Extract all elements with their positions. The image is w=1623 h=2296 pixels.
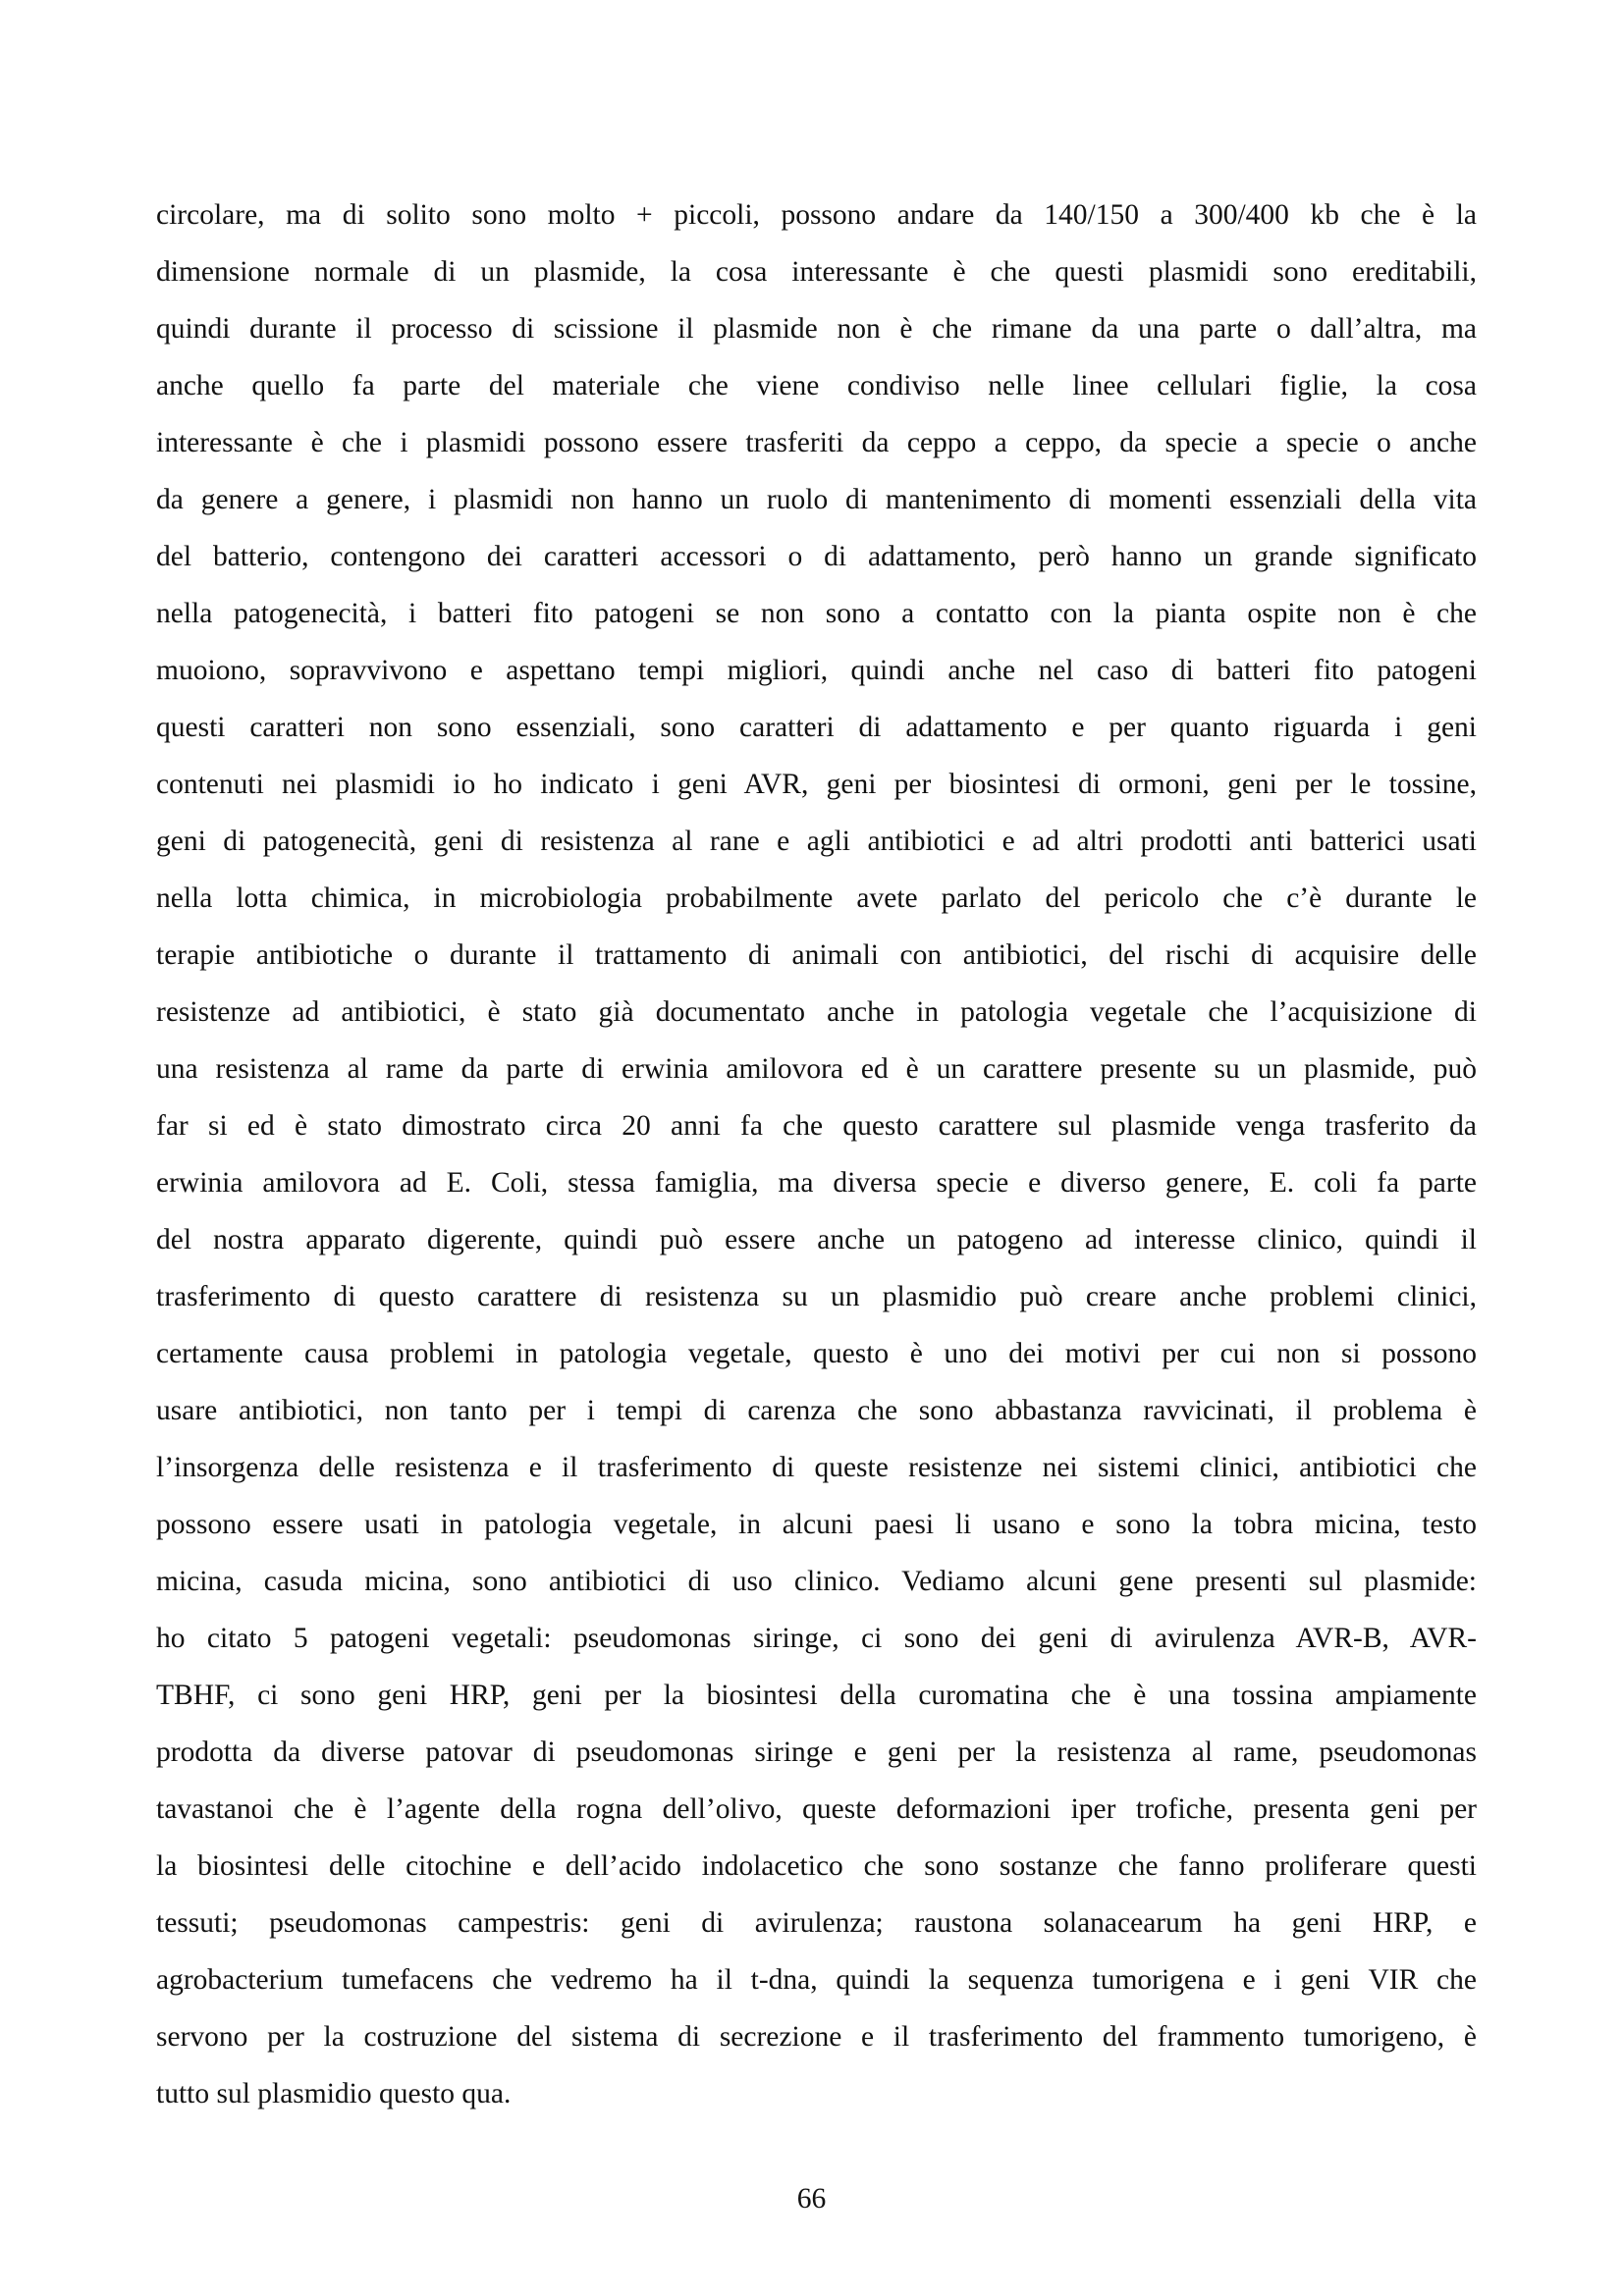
text-line-last: tutto sul plasmidio questo qua. bbox=[156, 2078, 512, 2109]
text-line: muoiono, sopravvivono e aspettano tempi migliori, quindi anche nel caso di batteri fito patogeni bbox=[156, 655, 1477, 686]
page-number: 66 bbox=[796, 2183, 827, 2215]
text-line: circolare, ma di solito sono molto + piccoli, possono andare da 140/150 a 300/400 kb che è la bbox=[156, 199, 1477, 231]
text-line: quindi durante il processo di scissione il plasmide non è che rimane da una parte o dall’altra, ma bbox=[156, 313, 1477, 345]
text-line: nella lotta chimica, in microbiologia probabilmente avete parlato del pericolo che c’è durante le bbox=[156, 882, 1477, 914]
text-line: trasferimento di questo carattere di resistenza su un plasmidio può creare anche problemi clinici, bbox=[156, 1281, 1477, 1312]
body-paragraph bbox=[156, 187, 1477, 2122]
text-line: ho citato 5 patogeni vegetali: pseudomonas siringe, ci sono dei geni di avirulenza AVR-B, AVR- bbox=[156, 1623, 1477, 1654]
text-line: del batterio, contengono dei caratteri accessori o di adattamento, però hanno un grande significato bbox=[156, 541, 1477, 572]
text-line: la biosintesi delle citochine e dell’acido indolacetico che sono sostanze che fanno proliferare questi bbox=[156, 1850, 1477, 1882]
text-line: prodotta da diverse patovar di pseudomonas siringe e geni per la resistenza al rame, pseudomonas bbox=[156, 1736, 1477, 1768]
text-line: possono essere usati in patologia vegetale, in alcuni paesi li usano e sono la tobra micina, testo bbox=[156, 1509, 1477, 1540]
text-line: TBHF, ci sono geni HRP, geni per la biosintesi della curomatina che è una tossina ampiamente bbox=[156, 1680, 1477, 1711]
text-line: da genere a genere, i plasmidi non hanno un ruolo di mantenimento di momenti essenziali della vita bbox=[156, 484, 1477, 515]
text-line: del nostra apparato digerente, quindi può essere anche un patogeno ad interesse clinico, quindi il bbox=[156, 1224, 1477, 1255]
text-line: agrobacterium tumefacens che vedremo ha il t-dna, quindi la sequenza tumorigena e i geni VIR che bbox=[156, 1964, 1477, 1996]
text-line: nella patogenecità, i batteri fito patogeni se non sono a contatto con la pianta ospite non è che bbox=[156, 598, 1477, 629]
text-line: usare antibiotici, non tanto per i tempi di carenza che sono abbastanza ravvicinati, il problema è bbox=[156, 1395, 1477, 1426]
text-line: anche quello fa parte del materiale che viene condiviso nelle linee cellulari figlie, la cosa bbox=[156, 370, 1477, 401]
text-line: servono per la costruzione del sistema di secrezione e il trasferimento del frammento tumorigeno, è bbox=[156, 2021, 1477, 2053]
text-line: certamente causa problemi in patologia vegetale, questo è uno dei motivi per cui non si possono bbox=[156, 1338, 1477, 1369]
text-line: interessante è che i plasmidi possono essere trasferiti da ceppo a ceppo, da specie a specie o anche bbox=[156, 427, 1477, 458]
text-line: contenuti nei plasmidi io ho indicato i geni AVR, geni per biosintesi di ormoni, geni per le tossine, bbox=[156, 769, 1477, 800]
text-line: terapie antibiotiche o durante il trattamento di animali con antibiotici, del rischi di acquisire delle bbox=[156, 939, 1477, 971]
text-line: resistenze ad antibiotici, è stato già documentato anche in patologia vegetale che l’acquisizione di bbox=[156, 996, 1477, 1028]
text-line: dimensione normale di un plasmide, la cosa interessante è che questi plasmidi sono ereditabili, bbox=[156, 256, 1477, 288]
text-line: micina, casuda micina, sono antibiotici di uso clinico. Vediamo alcuni gene presenti sul plasmide: bbox=[156, 1566, 1477, 1597]
text-line: una resistenza al rame da parte di erwinia amilovora ed è un carattere presente su un plasmide, può bbox=[156, 1053, 1477, 1085]
text-line: l’insorgenza delle resistenza e il trasferimento di queste resistenze nei sistemi clinici, antibiotici che bbox=[156, 1452, 1477, 1483]
text-line: tessuti; pseudomonas campestris: geni di avirulenza; raustona solanacearum ha geni HRP, e bbox=[156, 1907, 1477, 1939]
text-line: tavastanoi che è l’agente della rogna dell’olivo, queste deformazioni iper trofiche, presenta geni per bbox=[156, 1793, 1477, 1825]
text-line: far si ed è stato dimostrato circa 20 anni fa che questo carattere sul plasmide venga trasferito da bbox=[156, 1110, 1477, 1142]
text-line: questi caratteri non sono essenziali, sono caratteri di adattamento e per quanto riguarda i geni bbox=[156, 712, 1477, 743]
text-line: geni di patogenecità, geni di resistenza al rane e agli antibiotici e ad altri prodotti anti batterici usati bbox=[156, 826, 1477, 857]
text-line: erwinia amilovora ad E. Coli, stessa famiglia, ma diversa specie e diverso genere, E. coli fa parte bbox=[156, 1167, 1477, 1199]
